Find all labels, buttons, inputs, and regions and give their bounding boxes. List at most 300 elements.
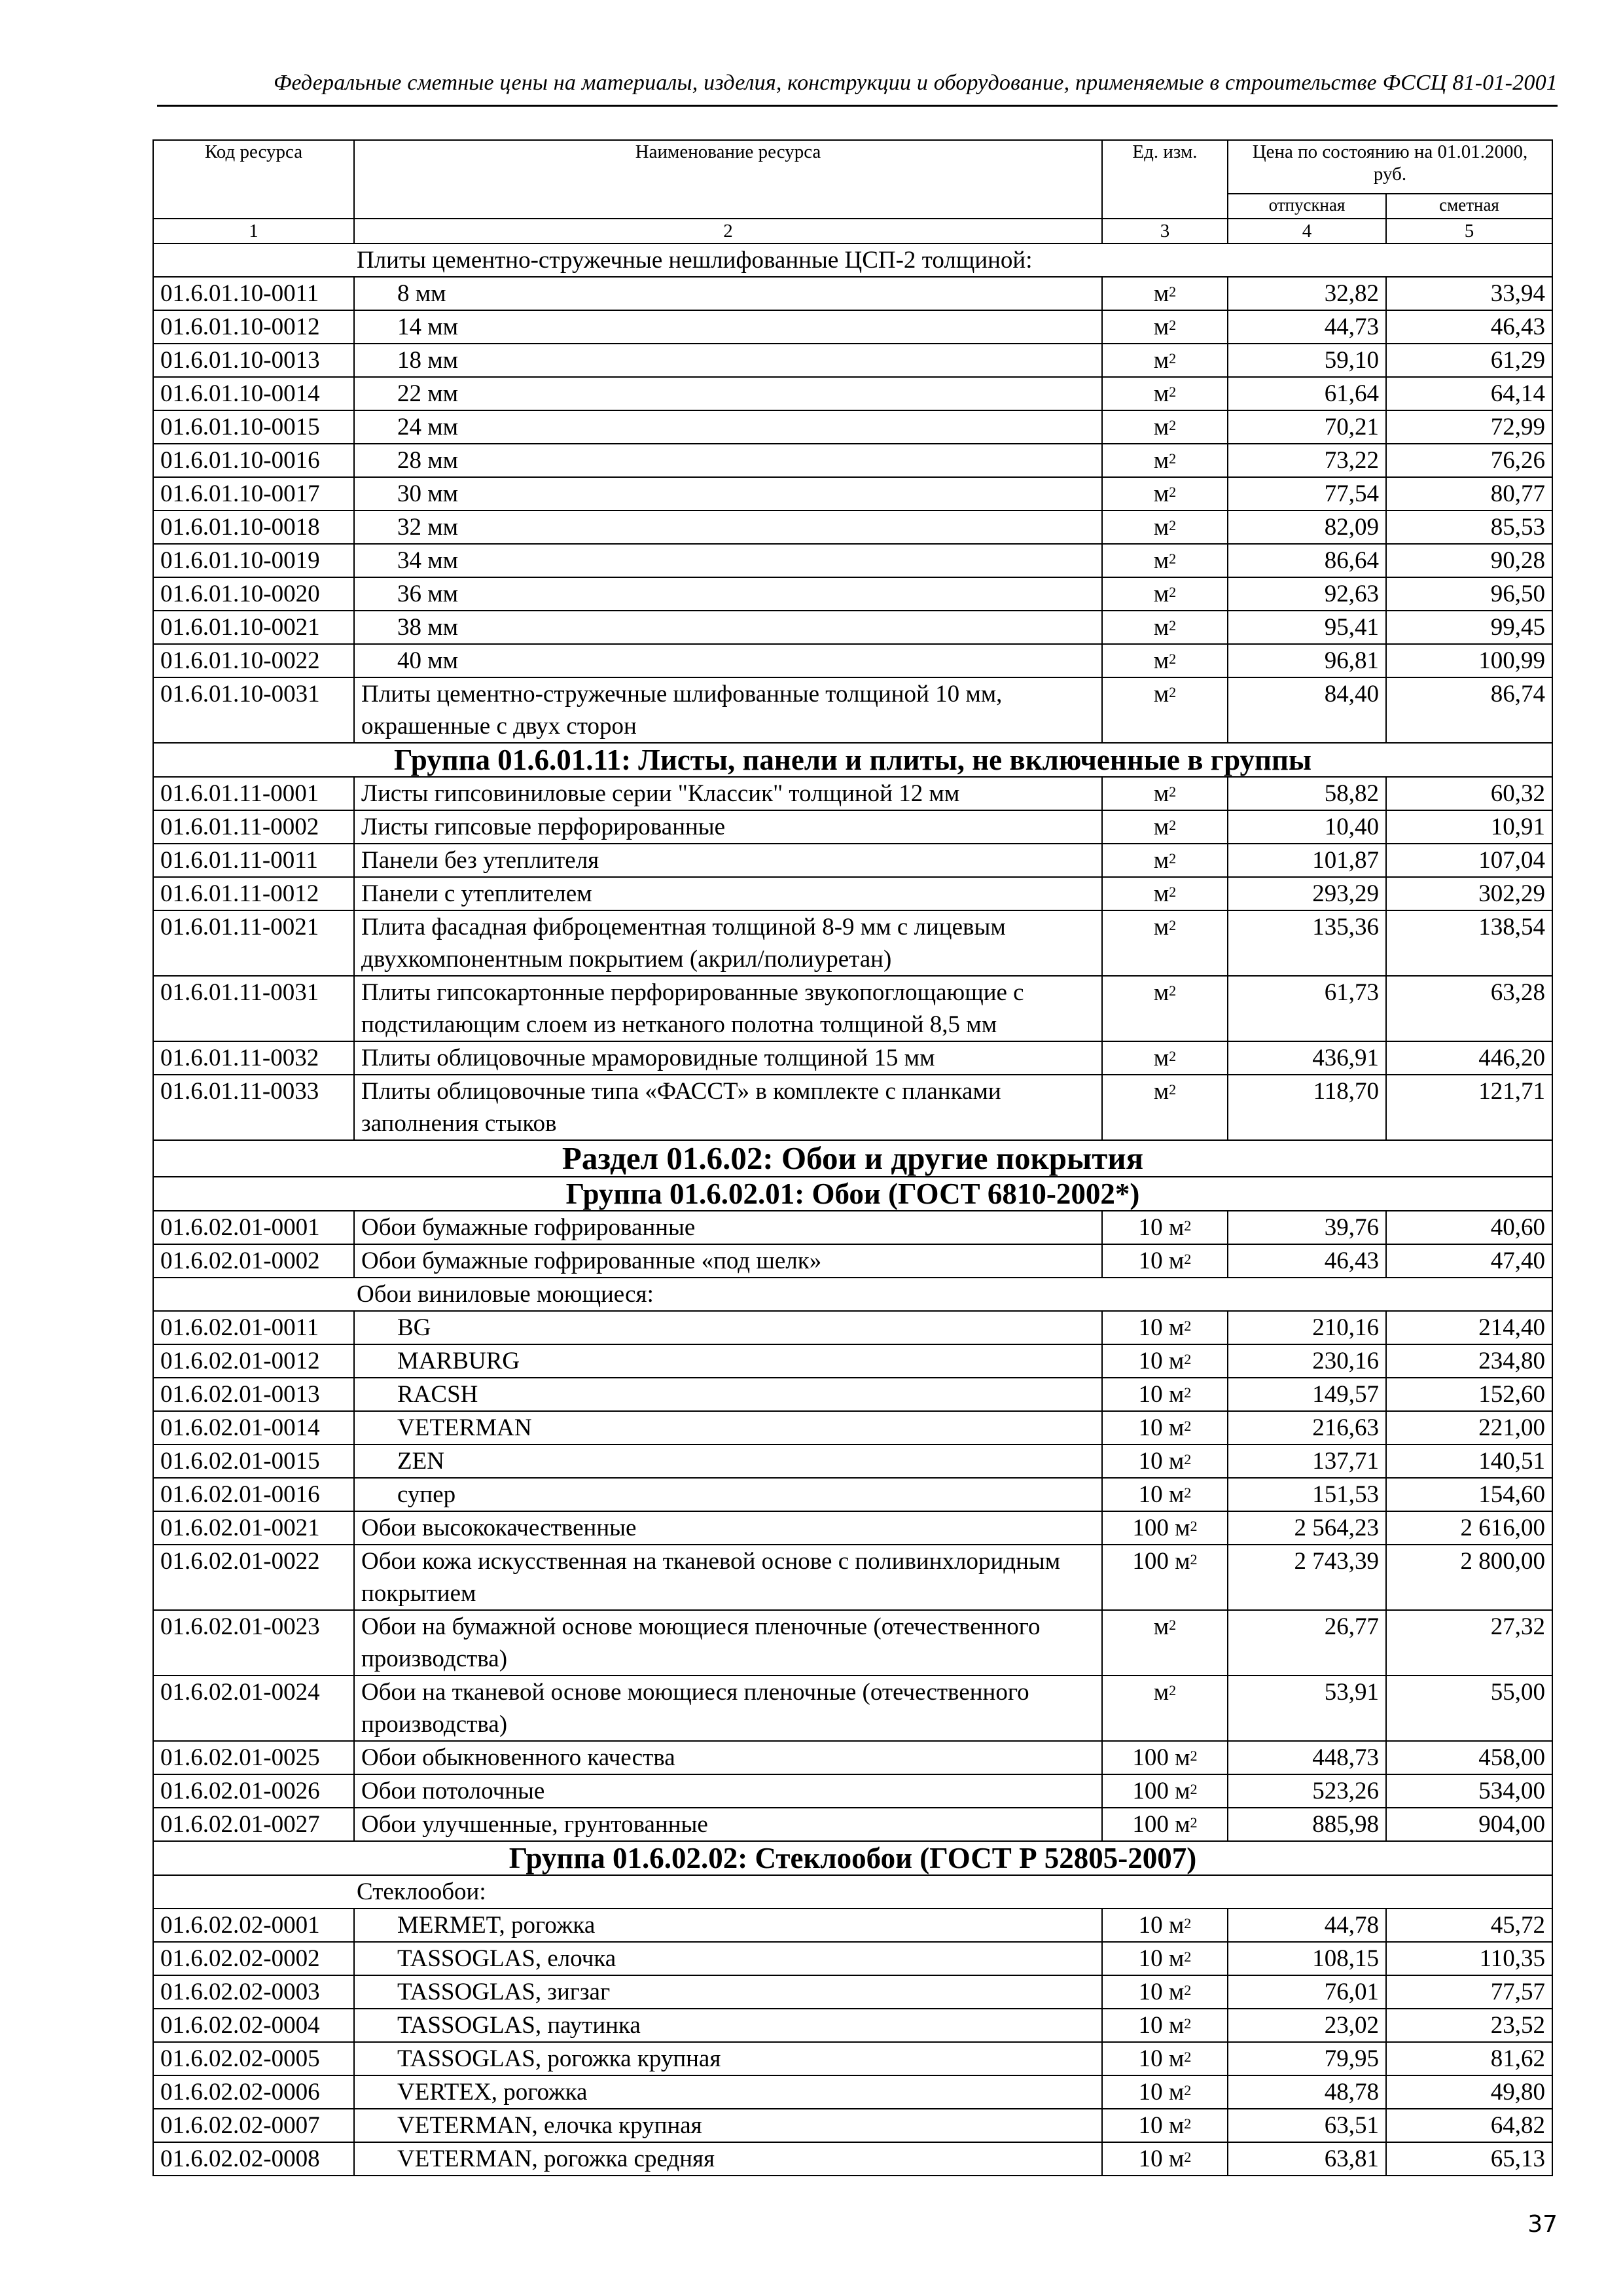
price-release: 92,63 [1228,577,1386,611]
unit-quantity: 10 [1138,2012,1169,2039]
resource-name: 36 мм [354,577,1102,611]
table-row [153,2075,1552,2109]
unit-exponent: 2 [1184,1982,1192,1999]
unit-exponent: 2 [1169,1081,1177,1098]
price-estimate: 72,99 [1386,410,1552,444]
table-row [153,1942,1552,1975]
unit-symbol: м [1153,1613,1169,1640]
unit-symbol: м [1153,814,1169,840]
resource-code: 01.6.02.02-0004 [153,2009,354,2042]
unit-symbol: м [1175,1744,1190,1771]
price-estimate: 85,53 [1386,511,1552,544]
unit-of-measure [1102,1444,1228,1478]
unit-of-measure [1102,2009,1228,2042]
group-heading-row [153,743,1552,777]
unit-quantity: 100 [1132,1778,1175,1804]
table-row [153,377,1552,410]
resource-code: 01.6.01.11-0031 [153,976,354,1041]
group-title: Группа 01.6.02.02: Стеклообои (ГОСТ Р 52805-2007) [153,1841,1552,1875]
unit-symbol: м [1153,1045,1169,1071]
section-title: Раздел 01.6.02: Обои и другие покрытия [153,1140,1552,1177]
table-row [153,976,1552,1041]
resource-code: 01.6.02.01-0024 [153,1676,354,1741]
unit-symbol: м [1153,414,1169,440]
resource-name: TASSOGLAS, рогожка крупная [354,2042,1102,2075]
resource-code: 01.6.02.01-0001 [153,1211,354,1244]
price-release: 61,64 [1228,377,1386,410]
price-release: 230,16 [1228,1344,1386,1378]
unit-exponent: 2 [1169,283,1177,300]
table-row [153,1478,1552,1511]
price-estimate: 90,28 [1386,544,1552,577]
price-release: 149,57 [1228,1378,1386,1411]
unit-symbol: м [1153,380,1169,407]
resource-name: Плиты гипсокартонные перфорированные звукопоглощающие с подстилающим слоем из нетканого полотна толщиной 8,5 мм [354,976,1102,1041]
unit-exponent: 2 [1190,1814,1198,1831]
resource-name: 34 мм [354,544,1102,577]
price-release: 448,73 [1228,1741,1386,1774]
unit-exponent: 2 [1169,684,1177,701]
resource-code: 01.6.02.02-0007 [153,2109,354,2142]
table-row [153,1444,1552,1478]
unit-exponent: 2 [1184,1351,1192,1368]
unit-quantity: 10 [1138,1381,1169,1408]
unit-quantity: 10 [1138,1348,1169,1374]
table-body [153,243,1552,2176]
resource-code: 01.6.01.11-0002 [153,810,354,844]
unit-quantity: 100 [1132,1515,1175,1541]
price-release: 95,41 [1228,611,1386,644]
unit-symbol: м [1153,581,1169,607]
price-release: 26,77 [1228,1610,1386,1676]
price-release: 210,16 [1228,1311,1386,1344]
resource-code: 01.6.01.10-0017 [153,477,354,511]
unit-exponent: 2 [1169,450,1177,467]
resource-name: 22 мм [354,377,1102,410]
unit-of-measure [1102,1244,1228,1278]
table-row [153,611,1552,644]
column-number-row [153,219,1552,243]
subheading-text: Плиты цементно-стружечные нешлифованные ЦСП-2 толщиной: [153,243,1552,277]
unit-of-measure [1102,844,1228,877]
header-rule [157,105,1558,107]
resource-code: 01.6.02.02-0008 [153,2142,354,2176]
unit-symbol: м [1168,1912,1185,1939]
table-row [153,777,1552,810]
resource-code: 01.6.01.11-0021 [153,910,354,976]
unit-exponent: 2 [1169,783,1177,800]
unit-of-measure [1102,1344,1228,1378]
unit-symbol: м [1153,914,1169,941]
unit-quantity: 10 [1138,1481,1169,1508]
resource-code: 01.6.02.02-0005 [153,2042,354,2075]
table-row [153,1774,1552,1808]
unit-symbol: м [1168,1979,1185,2005]
resource-code: 01.6.01.10-0015 [153,410,354,444]
unit-of-measure [1102,2075,1228,2109]
price-release: 84,40 [1228,677,1386,743]
unit-exponent: 2 [1169,350,1177,367]
resource-code: 01.6.02.01-0025 [153,1741,354,1774]
resource-code: 01.6.01.10-0014 [153,377,354,410]
resource-code: 01.6.02.01-0023 [153,1610,354,1676]
page-number: 37 [1527,2211,1558,2238]
table-row [153,410,1552,444]
unit-exponent: 2 [1184,1484,1192,1501]
unit-of-measure [1102,377,1228,410]
price-estimate: 10,91 [1386,810,1552,844]
unit-symbol: м [1153,314,1169,340]
price-release: 137,71 [1228,1444,1386,1478]
unit-of-measure [1102,1478,1228,1511]
unit-of-measure [1102,310,1228,344]
price-estimate: 76,26 [1386,444,1552,477]
unit-of-measure [1102,810,1228,844]
unit-exponent: 2 [1190,1748,1198,1765]
resource-name: Плита фасадная фиброцементная толщиной 8-9 мм с лицевым двухкомпонентным покрытием (акрил/полиуретан) [354,910,1102,976]
group-title: Группа 01.6.01.11: Листы, панели и плиты, не включенные в группы [153,743,1552,777]
resource-name: Обои кожа искусственная на тканевой основе с поливинхлоридным покрытием [354,1545,1102,1610]
unit-symbol: м [1153,1679,1169,1706]
unit-of-measure [1102,1975,1228,2009]
price-estimate: 86,74 [1386,677,1552,743]
unit-symbol: м [1175,1548,1190,1575]
unit-symbol: м [1168,1945,1185,1972]
price-estimate: 47,40 [1386,1244,1552,1278]
table-row [153,310,1552,344]
price-estimate: 152,60 [1386,1378,1552,1411]
price-estimate: 214,40 [1386,1311,1552,1344]
price-release: 46,43 [1228,1244,1386,1278]
price-estimate: 2 800,00 [1386,1545,1552,1610]
unit-quantity: 10 [1138,2145,1169,2172]
column-number: 4 [1228,219,1386,243]
unit-of-measure [1102,344,1228,377]
resource-name: Листы гипсовиниловые серии "Классик" толщиной 12 мм [354,777,1102,810]
resource-code: 01.6.02.01-0021 [153,1511,354,1545]
unit-symbol: м [1153,347,1169,374]
price-estimate: 534,00 [1386,1774,1552,1808]
unit-of-measure [1102,976,1228,1041]
unit-of-measure [1102,877,1228,910]
table-row [153,477,1552,511]
subheading-row [153,243,1552,277]
unit-exponent: 2 [1169,982,1177,999]
unit-of-measure [1102,2109,1228,2142]
unit-of-measure [1102,444,1228,477]
price-estimate: 55,00 [1386,1676,1552,1741]
price-release: 73,22 [1228,444,1386,477]
table-row [153,1511,1552,1545]
price-estimate: 80,77 [1386,477,1552,511]
price-estimate: 60,32 [1386,777,1552,810]
unit-symbol: м [1168,2079,1185,2106]
unit-of-measure [1102,511,1228,544]
resource-name: Обои высококачественные [354,1511,1102,1545]
price-estimate: 40,60 [1386,1211,1552,1244]
unit-of-measure [1102,1411,1228,1444]
unit-exponent: 2 [1184,1948,1192,1965]
unit-symbol: м [1153,447,1169,474]
column-number: 3 [1102,219,1228,243]
price-estimate: 65,13 [1386,2142,1552,2176]
resource-name: VETERMAN, рогожка средняя [354,2142,1102,2176]
unit-quantity: 100 [1132,1548,1175,1575]
unit-of-measure [1102,410,1228,444]
resource-code: 01.6.01.10-0019 [153,544,354,577]
unit-of-measure [1102,1942,1228,1975]
unit-quantity: 100 [1132,1744,1175,1771]
unit-symbol: м [1153,614,1169,641]
price-estimate: 81,62 [1386,2042,1552,2075]
unit-quantity: 10 [1138,1314,1169,1341]
resource-name: VETERMAN [354,1411,1102,1444]
unit-quantity: 10 [1138,2112,1169,2139]
resource-name: TASSOGLAS, паутинка [354,2009,1102,2042]
unit-exponent: 2 [1169,817,1177,834]
price-release: 58,82 [1228,777,1386,810]
unit-of-measure [1102,1676,1228,1741]
price-release: 44,78 [1228,1909,1386,1942]
unit-of-measure [1102,544,1228,577]
table-row [153,810,1552,844]
table-row [153,877,1552,910]
group-heading-row [153,1841,1552,1875]
price-estimate: 45,72 [1386,1909,1552,1942]
unit-of-measure [1102,1741,1228,1774]
resource-code: 01.6.02.02-0003 [153,1975,354,2009]
unit-exponent: 2 [1169,850,1177,867]
unit-exponent: 2 [1169,617,1177,634]
resource-code: 01.6.01.10-0013 [153,344,354,377]
resource-name: Плиты облицовочные мраморовидные толщиной 15 мм [354,1041,1102,1075]
resource-code: 01.6.02.02-0001 [153,1909,354,1942]
table-row [153,444,1552,477]
running-header: Федеральные сметные цены на материалы, изделия, конструкции и оборудование, применяемые в строительстве ФССЦ 81-01-2001 [273,71,1558,95]
resource-code: 01.6.01.11-0001 [153,777,354,810]
column-number: 2 [354,219,1102,243]
price-release: 96,81 [1228,644,1386,677]
table-row [153,2142,1552,2176]
price-release: 2 564,23 [1228,1511,1386,1545]
price-estimate: 121,71 [1386,1075,1552,1140]
unit-exponent: 2 [1184,2149,1192,2166]
table-row [153,2009,1552,2042]
price-release: 151,53 [1228,1478,1386,1511]
unit-symbol: м [1153,1078,1169,1105]
table-row [153,1344,1552,1378]
unit-quantity: 100 [1132,1811,1175,1838]
table-row [153,1676,1552,1741]
unit-of-measure [1102,1610,1228,1676]
resource-name: VETERMAN, елочка крупная [354,2109,1102,2142]
unit-of-measure [1102,677,1228,743]
unit-exponent: 2 [1190,1551,1198,1568]
price-release: 63,51 [1228,2109,1386,2142]
resource-name: Обои потолочные [354,1774,1102,1808]
header-code: Код ресурса [153,140,354,219]
unit-symbol: м [1168,1448,1185,1475]
unit-exponent: 2 [1190,1781,1198,1798]
price-release: 76,01 [1228,1975,1386,2009]
price-release: 53,91 [1228,1676,1386,1741]
table-row [153,1808,1552,1841]
unit-symbol: м [1153,514,1169,541]
section-heading-row [153,1140,1552,1177]
resource-name: Обои на тканевой основе моющиеся пленочные (отечественного производства) [354,1676,1102,1741]
group-title: Группа 01.6.02.01: Обои (ГОСТ 6810-2002*) [153,1177,1552,1211]
table-row [153,577,1552,611]
resource-name: VERTEX, рогожка [354,2075,1102,2109]
resource-name: Обои на бумажной основе моющиеся пленочные (отечественного производства) [354,1610,1102,1676]
resource-name: 14 мм [354,310,1102,344]
resource-name: 28 мм [354,444,1102,477]
unit-symbol: м [1168,2112,1185,2139]
resource-code: 01.6.02.01-0012 [153,1344,354,1378]
resource-name: RACSH [354,1378,1102,1411]
unit-of-measure [1102,2142,1228,2176]
unit-quantity: 10 [1138,1414,1169,1441]
unit-of-measure [1102,1311,1228,1344]
price-estimate: 23,52 [1386,2009,1552,2042]
resource-code: 01.6.02.01-0013 [153,1378,354,1411]
unit-symbol: м [1153,647,1169,674]
unit-symbol: м [1168,2145,1185,2172]
unit-exponent: 2 [1184,2082,1192,2099]
unit-symbol: м [1153,681,1169,708]
unit-symbol: м [1153,847,1169,874]
resource-code: 01.6.02.01-0014 [153,1411,354,1444]
table-row [153,1311,1552,1344]
unit-symbol: м [1168,1247,1185,1274]
header-unit: Ед. изм. [1102,140,1228,219]
resource-name: 8 мм [354,277,1102,310]
unit-exponent: 2 [1184,1418,1192,1435]
unit-quantity: 10 [1138,2045,1169,2072]
resource-name: 30 мм [354,477,1102,511]
unit-symbol: м [1168,1214,1185,1241]
column-number: 1 [153,219,354,243]
resource-name: 38 мм [354,611,1102,644]
price-estimate: 100,99 [1386,644,1552,677]
group-heading-row [153,1177,1552,1211]
unit-exponent: 2 [1184,1318,1192,1335]
price-estimate: 140,51 [1386,1444,1552,1478]
unit-symbol: м [1153,979,1169,1006]
price-release: 77,54 [1228,477,1386,511]
resource-code: 01.6.01.10-0012 [153,310,354,344]
price-estimate: 46,43 [1386,310,1552,344]
price-estimate: 99,45 [1386,611,1552,644]
unit-of-measure [1102,1378,1228,1411]
unit-exponent: 2 [1184,2049,1192,2066]
price-estimate: 458,00 [1386,1741,1552,1774]
price-release: 10,40 [1228,810,1386,844]
resource-code: 01.6.01.11-0012 [153,877,354,910]
resource-code: 01.6.02.01-0026 [153,1774,354,1808]
subheading-text: Стеклообои: [153,1875,1552,1909]
price-estimate: 446,20 [1386,1041,1552,1075]
resource-code: 01.6.01.10-0031 [153,677,354,743]
unit-exponent: 2 [1169,550,1177,567]
table-row [153,1411,1552,1444]
unit-symbol: м [1175,1778,1190,1804]
unit-symbol: м [1168,1348,1185,1374]
resource-name: супер [354,1478,1102,1511]
unit-of-measure [1102,644,1228,677]
price-release: 59,10 [1228,344,1386,377]
subheading-text: Обои виниловые моющиеся: [153,1278,1552,1311]
price-release: 44,73 [1228,310,1386,344]
table-row [153,1741,1552,1774]
unit-of-measure [1102,1808,1228,1841]
resource-code: 01.6.02.01-0016 [153,1478,354,1511]
unit-quantity: 10 [1138,1912,1169,1939]
price-release: 436,91 [1228,1041,1386,1075]
resource-code: 01.6.01.11-0033 [153,1075,354,1140]
subheading-row [153,1278,1552,1311]
price-estimate: 904,00 [1386,1808,1552,1841]
table-row [153,1041,1552,1075]
price-estimate: 49,80 [1386,2075,1552,2109]
unit-symbol: м [1168,2012,1185,2039]
unit-of-measure [1102,1211,1228,1244]
table-row [153,511,1552,544]
resource-code: 01.6.01.10-0021 [153,611,354,644]
table-row [153,1610,1552,1676]
table-row [153,1244,1552,1278]
price-estimate: 234,80 [1386,1344,1552,1378]
unit-exponent: 2 [1169,317,1177,334]
resource-code: 01.6.02.01-0011 [153,1311,354,1344]
price-estimate: 154,60 [1386,1478,1552,1511]
header-price-group: Цена по состоянию на 01.01.2000, руб. [1228,140,1552,194]
table-row [153,1975,1552,2009]
unit-exponent: 2 [1169,1617,1177,1634]
unit-of-measure [1102,577,1228,611]
subheading-row [153,1875,1552,1909]
table-row [153,1545,1552,1610]
resource-code: 01.6.02.01-0027 [153,1808,354,1841]
unit-symbol: м [1168,1381,1185,1408]
unit-exponent: 2 [1184,1251,1192,1268]
unit-quantity: 10 [1138,1979,1169,2005]
table-row [153,544,1552,577]
unit-symbol: м [1168,1414,1185,1441]
resource-code: 01.6.01.10-0018 [153,511,354,544]
unit-of-measure [1102,277,1228,310]
resource-name: 24 мм [354,410,1102,444]
table-row [153,277,1552,310]
table-row [153,1211,1552,1244]
resource-name: ZEN [354,1444,1102,1478]
resource-code: 01.6.01.10-0011 [153,277,354,310]
unit-exponent: 2 [1169,1682,1177,1699]
price-release: 70,21 [1228,410,1386,444]
unit-of-measure [1102,1075,1228,1140]
table-row [153,344,1552,377]
price-release: 293,29 [1228,877,1386,910]
unit-exponent: 2 [1169,417,1177,434]
header-row [153,140,1552,194]
resource-name: 18 мм [354,344,1102,377]
resource-code: 01.6.02.01-0015 [153,1444,354,1478]
unit-of-measure [1102,2042,1228,2075]
unit-symbol: м [1153,880,1169,907]
unit-symbol: м [1175,1811,1190,1838]
resource-code: 01.6.02.01-0002 [153,1244,354,1278]
table-row [153,2042,1552,2075]
